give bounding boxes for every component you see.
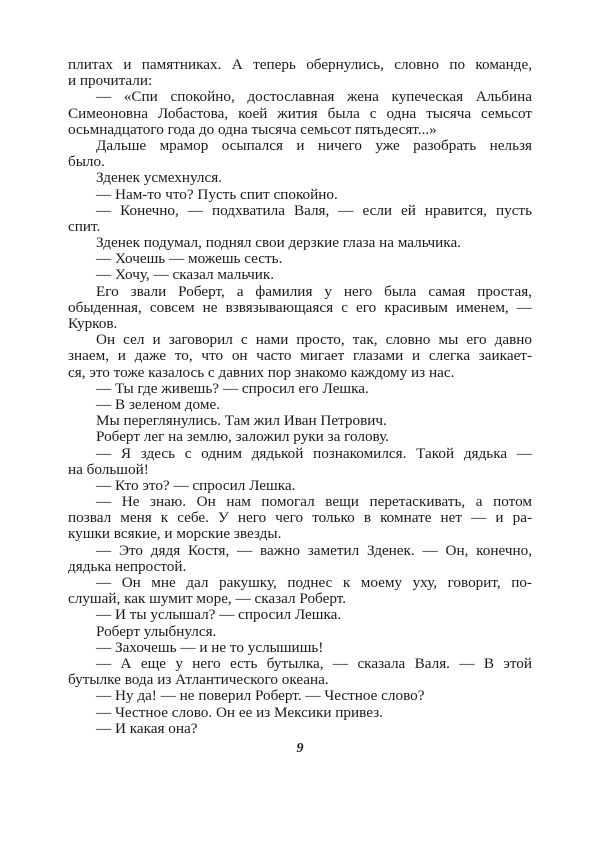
text-body bbox=[68, 57, 532, 737]
text-line: — «Спи спокойно, достославная жена купеческая Альбина bbox=[96, 88, 532, 106]
text-line: — А еще у него есть бутылка, — сказала Валя. — В этой bbox=[96, 654, 532, 672]
text-line: Курков. bbox=[68, 315, 118, 332]
text-line: — Я здесь с одним дядькой познакомился. Такой дядька — bbox=[96, 444, 532, 462]
text-line: — И какая она? bbox=[96, 719, 198, 737]
text-line: — И ты услышал? — спросил Лешка. bbox=[96, 606, 342, 624]
text-line: бутылке вода из Атлантического океана. bbox=[68, 671, 329, 689]
text-line: ся, это тоже казалось с давних пор знакомо каждому из нас. bbox=[68, 363, 455, 381]
text-line: Симеоновна Лобастова, коей жития была с одна тысяча семьсот bbox=[68, 104, 532, 122]
text-line: Он сел и заговорил с нами просто, так, словно мы его давно bbox=[96, 331, 532, 349]
text-line: Мы переглянулись. Там жил Иван Петрович. bbox=[96, 412, 387, 430]
text-line: осьмнадцатого года до одна тысяча семьсот пятьдесят...» bbox=[68, 120, 437, 138]
text-line: — В зеленом доме. bbox=[96, 395, 220, 413]
text-line: — Ну да! — не поверил Роберт. — Честное слово? bbox=[96, 687, 425, 705]
text-line: Дальше мрамор осыпался и ничего уже разобрать нельзя bbox=[96, 136, 532, 154]
text-line: кушки всякие, и морские звезды. bbox=[68, 525, 282, 543]
text-line: — Он мне дал ракушку, поднес к моему уху, говорит, по- bbox=[96, 574, 532, 591]
text-line: — Ты где живешь? — спросил его Лешка. bbox=[96, 379, 369, 397]
text-line: позвал меня к себе. У него чего только в комнате нет — и ра- bbox=[68, 509, 532, 527]
text-line: спит. bbox=[68, 217, 101, 235]
text-line: Зденек усмехнулся. bbox=[96, 169, 222, 187]
text-line: Роберт лег на землю, заложил руки за голову. bbox=[96, 428, 390, 446]
text-line: — Нам-то что? Пусть спит спокойно. bbox=[96, 185, 338, 203]
text-line: обыденная, совсем не взвязывающаяся с его красивым именем, — bbox=[68, 298, 532, 316]
text-line: — Кто это? — спросил Лешка. bbox=[96, 476, 296, 494]
page-number: 9 bbox=[296, 741, 304, 756]
text-line: знаем, и даже то, что он часто мигает глазами и слегка заикает- bbox=[68, 347, 532, 365]
text-line: — Захочешь — и не то услышишь! bbox=[96, 638, 324, 656]
text-line: плитах и памятниках. А теперь обернулись, словно по команде, bbox=[68, 56, 532, 73]
text-line: — Это дядя Костя, — важно заметил Зденек. — Он, конечно, bbox=[96, 541, 532, 559]
text-line: было. bbox=[68, 153, 105, 171]
text-line: и прочитали: bbox=[68, 72, 153, 90]
text-line: на большой! bbox=[68, 460, 149, 478]
text-line: Зденек подумал, поднял свои дерзкие глаза на мальчика. bbox=[96, 234, 461, 252]
text-line: — Хочу, — сказал мальчик. bbox=[96, 266, 275, 284]
text-line: — Хочешь — можешь сесть. bbox=[96, 250, 283, 268]
text-line: слушай, как шумит море, — сказал Роберт. bbox=[68, 590, 347, 608]
text-line: — Честное слово. Он ее из Мексики привез. bbox=[96, 703, 383, 721]
text-line: дядька непростой. bbox=[68, 557, 187, 575]
text-line: Роберт улыбнулся. bbox=[96, 622, 217, 640]
text-line: — Не знаю. Он нам помогал вещи перетаскивать, а потом bbox=[96, 493, 532, 511]
text-line: — Конечно, — подхватила Валя, — если ей нравится, пусть bbox=[96, 201, 532, 219]
text-line: Его звали Роберт, а фамилия у него была самая простая, bbox=[96, 282, 532, 300]
